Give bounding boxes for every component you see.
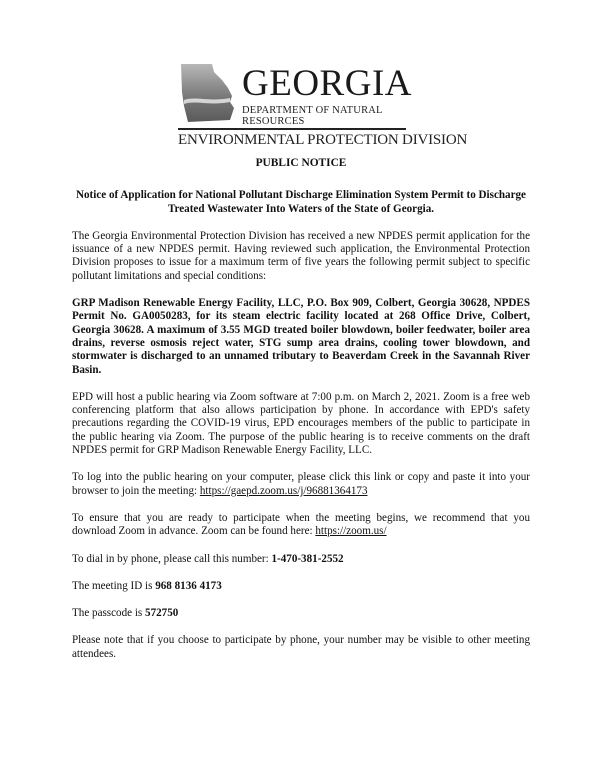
department-name: DEPARTMENT OF NATURAL RESOURCES [242, 105, 383, 127]
division-name: ENVIRONMENTAL PROTECTION DIVISION [178, 132, 468, 148]
intro-paragraph: The Georgia Environmental Protection Division has received a new NPDES permit application for the issuance of a new NPDES permit. Having reviewed such application, the Environmental Protection Division proposes to issue for a maximum term of five years the following permit subject to specific pollutant limitations and special conditions: [72, 229, 530, 282]
georgia-wordmark: GEORGIA [242, 63, 412, 104]
phone-note-paragraph: Please note that if you choose to participate by phone, your number may be visible to other meeting attendees. [72, 634, 530, 660]
header-divider [178, 128, 406, 130]
notice-title: PUBLIC NOTICE [255, 157, 347, 169]
ready-paragraph [72, 512, 530, 539]
notice-body [72, 157, 530, 675]
meeting-id-text: The meeting ID is [72, 579, 156, 592]
ready-text: To ensure that you are ready to participate when the meeting begins, we recommend that you download Zoom in advance. Zoom can be found here: [72, 511, 530, 538]
meeting-id: 968 8136 4173 [155, 579, 222, 592]
login-paragraph [72, 471, 530, 498]
facility-paragraph: GRP Madison Renewable Energy Facility, LLC, P.O. Box 909, Colbert, Georgia 30628, NPDES Permit No. GA0050283, for its steam electric facility located at 268 Office Drive, Colbert, Georgia 30628. A maximum of 3.55 MGD treated boiler blowdown, boiler feedwater, boiler area drains, reverse osmosis reject water, STG sump area drains, cooling tower blowdown, and stormwater is discharged to an unnamed tributary to Beaverdam Creek in the Savannah River Basin. [72, 297, 530, 376]
notice-subtitle: Notice of Application for National Pollutant Discharge Elimination System Permit to Discharge Treated Wastewater Into Waters of the State of Georgia. [76, 189, 526, 215]
dial-number: 1-470-381-2552 [271, 552, 344, 565]
letterhead [178, 60, 468, 150]
georgia-state-logo-icon [178, 62, 236, 124]
dial-paragraph [72, 553, 530, 566]
meeting-id-paragraph [72, 580, 530, 593]
hearing-paragraph: EPD will host a public hearing via Zoom software at 7:00 p.m. on March 2, 2021. Zoom is a free web conferencing platform that also allows participation by phone. In accordance with EPD's safety precautions regarding the COVID-19 virus, EPD encourages members of the public to participate in the public hearing via Zoom. The purpose of the public hearing is to receive comments on the draft NPDES permit for GRP Madison Renewable Energy Facility, LLC. [72, 390, 530, 457]
meeting-link[interactable]: https://gaepd.zoom.us/j/96881364173 [199, 484, 368, 497]
passcode: 572750 [145, 607, 179, 620]
login-text: To log into the public hearing on your computer, please click this link or copy and paste it into your browser to join the meeting: [72, 471, 530, 497]
passcode-paragraph [72, 607, 530, 620]
zoom-download-link[interactable]: https://zoom.us/ [315, 525, 387, 538]
passcode-text: The passcode is [72, 607, 146, 620]
dial-text: To dial in by phone, please call this number: [72, 552, 272, 565]
